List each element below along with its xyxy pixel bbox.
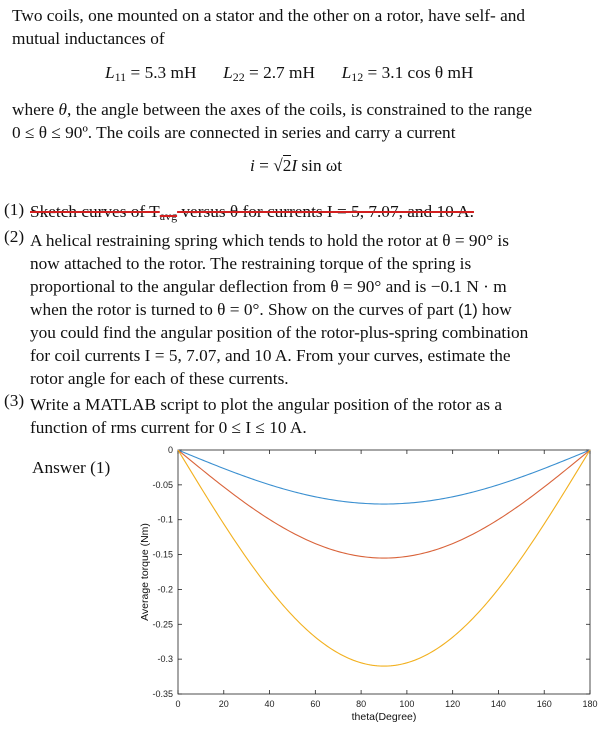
constraint-where: where bbox=[12, 100, 59, 119]
x-tick-label: 120 bbox=[445, 699, 461, 709]
x-tick-label: 100 bbox=[399, 699, 415, 709]
y-tick-label: 0 bbox=[167, 445, 173, 455]
x-axis-label: theta(Degree) bbox=[351, 711, 417, 723]
l12-value: = 3.1 cos θ mH bbox=[363, 63, 474, 82]
l22-subscript: 22 bbox=[232, 70, 245, 84]
x-tick-label: 140 bbox=[490, 699, 506, 709]
item-3-line-1: Write a MATLAB script to plot the angular position of the rotor as a bbox=[30, 395, 503, 414]
series-line-1 bbox=[178, 450, 590, 504]
item-2-line-4-b: how bbox=[477, 300, 512, 319]
intro-line-2: mutual inductances of bbox=[12, 29, 165, 48]
intro-line-1: Two coils, one mounted on a stator and the other on a rotor, have self- and bbox=[12, 6, 526, 25]
y-tick-label: -0.35 bbox=[152, 689, 173, 699]
torque-chart-svg bbox=[136, 443, 596, 726]
x-tick-label: 160 bbox=[536, 699, 552, 709]
series-group bbox=[178, 450, 590, 666]
current-equation bbox=[250, 156, 342, 176]
y-tick-label: -0.05 bbox=[152, 479, 173, 490]
x-tick-label: 20 bbox=[218, 699, 229, 709]
item-2-part-ref: (1) bbox=[458, 302, 478, 319]
current-sine: sin ωt bbox=[297, 156, 343, 175]
item-1-text-a: Sketch curves of T bbox=[30, 202, 160, 221]
l22-symbol: L bbox=[223, 63, 233, 82]
current-lhs: i bbox=[250, 156, 255, 175]
x-tick-label: 180 bbox=[582, 699, 598, 709]
l12-symbol: L bbox=[341, 63, 352, 82]
inductance-equation bbox=[105, 63, 473, 85]
item-2-line-3: proportional to the angular deflection from θ = 90° and is −0.1 N · m bbox=[30, 277, 507, 296]
constraint-theta: θ bbox=[58, 100, 68, 119]
item-2-line-4 bbox=[30, 298, 512, 322]
y-tick-label: -0.3 bbox=[157, 654, 173, 665]
x-tick-label: 0 bbox=[175, 699, 181, 709]
item-2-line-1: A helical restraining spring which tends to hold the rotor at θ = 90° is bbox=[30, 231, 509, 250]
sqrt-symbol: √ bbox=[273, 156, 283, 175]
x-tick-label: 60 bbox=[310, 699, 321, 709]
l11-subscript: 11 bbox=[114, 70, 127, 84]
item-2-line-2: now attached to the rotor. The restraining torque of the spring is bbox=[30, 254, 472, 273]
y-tick-label: -0.2 bbox=[157, 584, 173, 595]
l22-value: = 2.7 mH bbox=[244, 63, 315, 82]
y-tick-label: -0.1 bbox=[157, 514, 173, 525]
l12-subscript: 12 bbox=[351, 70, 364, 84]
item-2-line-7: rotor angle for each of these currents. bbox=[30, 369, 289, 388]
item-3-number: (3) bbox=[4, 391, 25, 410]
sqrt-argument: 2 bbox=[282, 156, 292, 175]
item-1-number: (1) bbox=[4, 200, 25, 219]
item-2-line-6: for coil currents I = 5, 7.07, and 10 A. From your curves, estimate the bbox=[30, 346, 511, 365]
torque-chart bbox=[136, 443, 596, 726]
item-2-number: (2) bbox=[4, 227, 25, 246]
item-1-text-b: versus θ for currents I = 5, 7.07, and 10 A. bbox=[177, 202, 474, 221]
x-tick-label: 80 bbox=[356, 699, 367, 709]
constraint-range: , the angle between the axes of the coils, is constrained to the range bbox=[67, 100, 533, 119]
current-equals: = bbox=[254, 156, 274, 175]
axis-ticks bbox=[152, 445, 597, 709]
l11-value: = 5.3 mH bbox=[126, 63, 197, 82]
plot-frame bbox=[178, 450, 590, 694]
l11-symbol: L bbox=[105, 63, 115, 82]
item-3-line-2: function of rms current for 0 ≤ I ≤ 10 A. bbox=[30, 418, 307, 437]
y-axis-label: Average torque (Nm) bbox=[139, 523, 151, 621]
item-1-avg-subscript: avg bbox=[159, 209, 178, 223]
x-tick-label: 40 bbox=[264, 699, 275, 709]
constraint-line-1 bbox=[12, 98, 532, 121]
item-2-line-4-a: when the rotor is turned to θ = 0°. Show on the curves of part bbox=[30, 300, 459, 319]
item-1-text bbox=[30, 200, 474, 228]
constraint-line-2: 0 ≤ θ ≤ 90º. The coils are connected in series and carry a current bbox=[12, 123, 456, 142]
y-tick-label: -0.25 bbox=[152, 619, 173, 630]
current-I: I bbox=[291, 156, 298, 175]
answer-label: Answer (1) bbox=[32, 458, 111, 477]
y-tick-label: -0.15 bbox=[152, 549, 173, 560]
item-2-line-5: you could find the angular position of the rotor-plus-spring combination bbox=[30, 323, 529, 342]
